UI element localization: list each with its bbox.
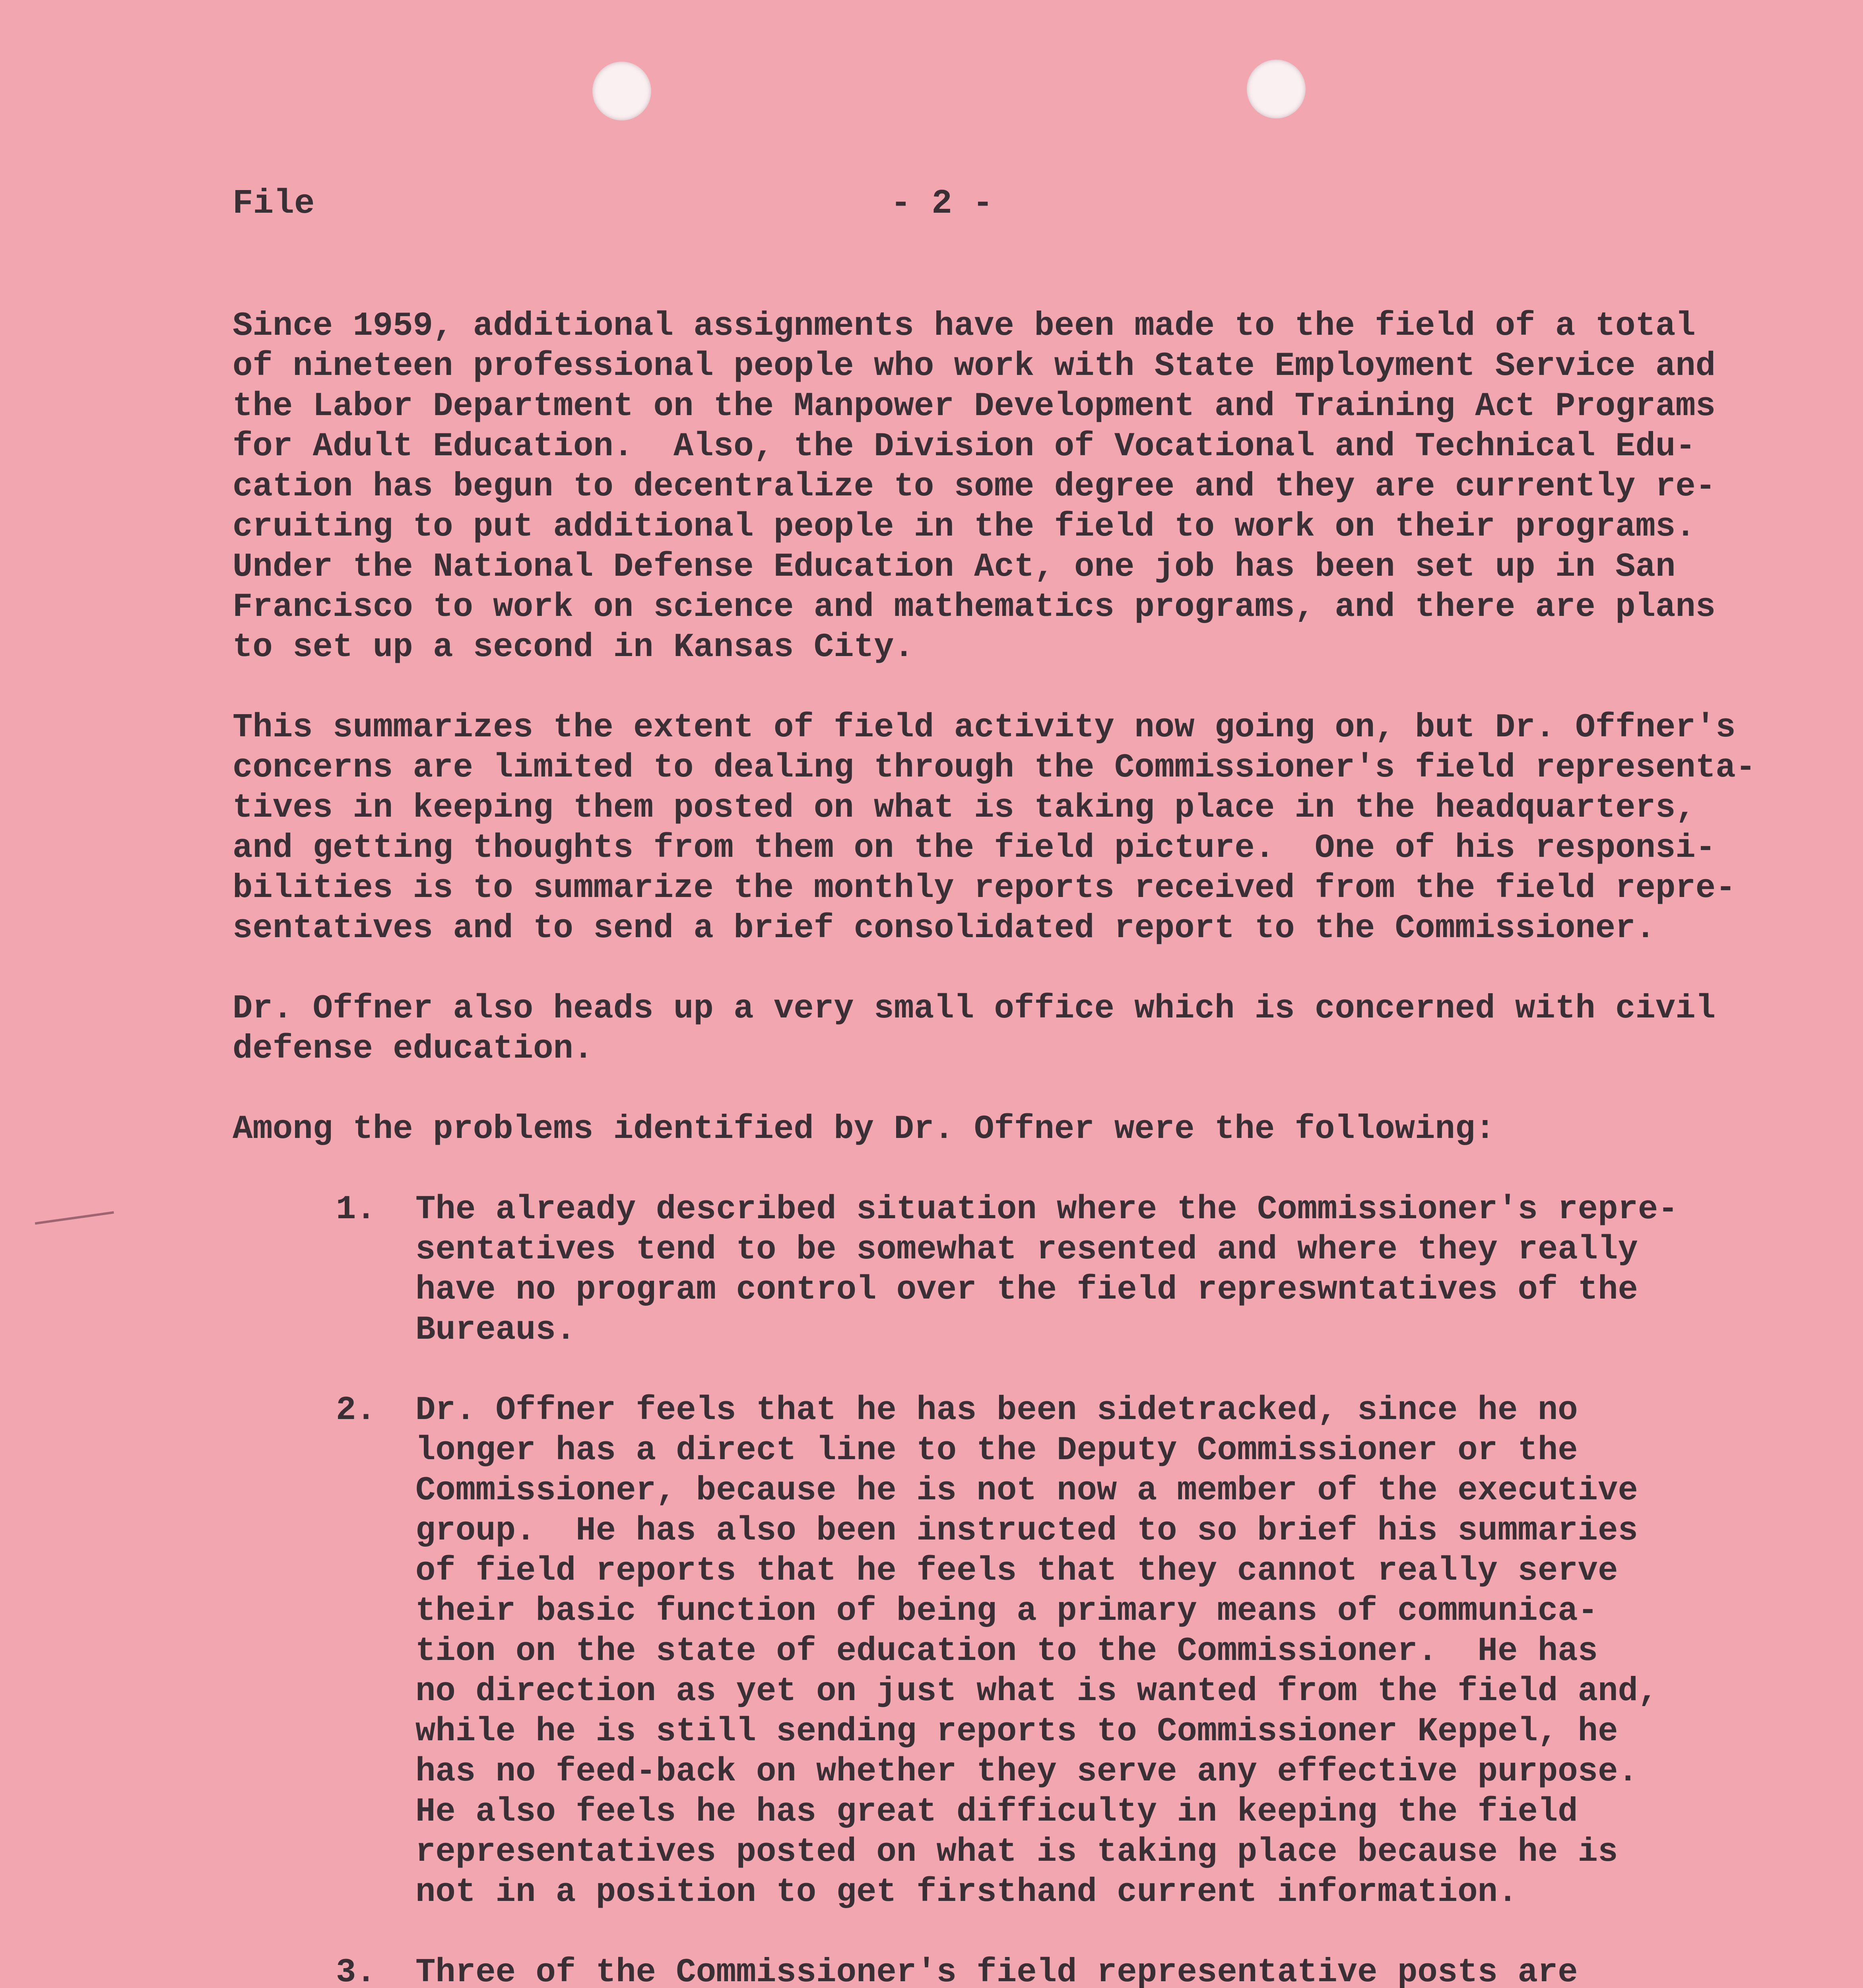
text-line: Francisco to work on science and mathematics programs, and there are plans bbox=[233, 588, 1716, 626]
text-line: has no feed-back on whether they serve any effective purpose. bbox=[415, 1753, 1638, 1791]
paragraph-employment bbox=[233, 306, 1783, 668]
text-line: Dr. Offner feels that he has been sidetracked, since he no bbox=[415, 1392, 1578, 1429]
text-line: sentatives and to send a brief consolidated report to the Commissioner. bbox=[233, 910, 1655, 947]
text-line: defense education. bbox=[233, 1030, 594, 1068]
text-line: tion on the state of education to the Commissioner. He has bbox=[415, 1633, 1598, 1670]
text-line: of field reports that he feels that they cannot really serve bbox=[415, 1552, 1618, 1590]
document-body bbox=[233, 306, 1783, 1988]
text-line: their basic function of being a primary means of communica- bbox=[415, 1592, 1598, 1630]
text-line: and getting thoughts from them on the field picture. One of his responsi- bbox=[233, 829, 1716, 867]
text-line: representatives posted on what is taking place because he is bbox=[415, 1833, 1618, 1871]
text-line: sentatives tend to be somewhat resented and where they really bbox=[415, 1231, 1638, 1269]
text-line: the Labor Department on the Manpower Development and Training Act Programs bbox=[233, 388, 1716, 425]
text-line: This summarizes the extent of field activity now going on, but Dr. Offner's bbox=[233, 709, 1736, 747]
paragraph-problems-intro bbox=[233, 1109, 1783, 1149]
problem-item-2 bbox=[233, 1390, 1783, 1912]
problem-item-3 bbox=[233, 1953, 1783, 1988]
text-line: Since 1959, additional assignments have been made to the field of a total bbox=[233, 307, 1696, 345]
problem-number: 1. bbox=[336, 1191, 376, 1229]
text-line: Three of the Commissioner's field representative posts are bbox=[415, 1954, 1578, 1988]
paragraph-field-activity bbox=[233, 708, 1783, 949]
margin-pen-mark bbox=[35, 1211, 116, 1240]
text-line: Bureaus. bbox=[415, 1311, 576, 1349]
text-line: longer has a direct line to the Deputy Commissioner or the bbox=[415, 1432, 1578, 1470]
problem-number: 3. bbox=[336, 1954, 376, 1988]
text-line: concerns are limited to dealing through the Commissioner's field representa- bbox=[233, 749, 1756, 787]
text-line: Dr. Offner also heads up a very small office which is concerned with civil bbox=[233, 990, 1716, 1028]
text-line: tives in keeping them posted on what is taking place in the headquarters, bbox=[233, 789, 1696, 827]
text-line: for Adult Education. Also, the Division of Vocational and Technical Edu- bbox=[233, 428, 1696, 466]
text-line: not in a position to get firsthand current information. bbox=[415, 1873, 1518, 1911]
punch-hole-left bbox=[592, 62, 651, 120]
text-line: have no program control over the field represwntatives of the bbox=[415, 1271, 1638, 1309]
punch-hole-right bbox=[1247, 60, 1306, 118]
text-line: He also feels he has great difficulty in keeping the field bbox=[415, 1793, 1578, 1831]
text-line: no direction as yet on just what is wanted from the field and, bbox=[415, 1673, 1658, 1710]
text-line: of nineteen professional people who work with State Employment Service and bbox=[233, 348, 1716, 385]
text-line: Under the National Defense Education Act, one job has been set up in San bbox=[233, 548, 1676, 586]
text-line: bilities is to summarize the monthly reports received from the field repre- bbox=[233, 870, 1736, 907]
text-line: cation has begun to decentralize to some degree and they are currently re- bbox=[233, 468, 1716, 506]
text-line: group. He has also been instructed to so brief his summaries bbox=[415, 1512, 1638, 1550]
text-line: The already described situation where the Commissioner's repre- bbox=[415, 1191, 1678, 1229]
text-line: Commissioner, because he is not now a member of the executive bbox=[415, 1472, 1638, 1510]
problem-number: 2. bbox=[336, 1392, 376, 1429]
file-label: File bbox=[233, 184, 315, 223]
problem-item-1 bbox=[233, 1190, 1783, 1350]
text-line: cruiting to put additional people in the field to work on their programs. bbox=[233, 508, 1696, 546]
page-number: - 2 - bbox=[891, 184, 994, 223]
text-line: while he is still sending reports to Commissioner Keppel, he bbox=[415, 1713, 1618, 1751]
text-line: Among the problems identified by Dr. Offner were the following: bbox=[233, 1110, 1495, 1148]
text-line: to set up a second in Kansas City. bbox=[233, 629, 914, 666]
paragraph-civil-defense bbox=[233, 989, 1783, 1069]
